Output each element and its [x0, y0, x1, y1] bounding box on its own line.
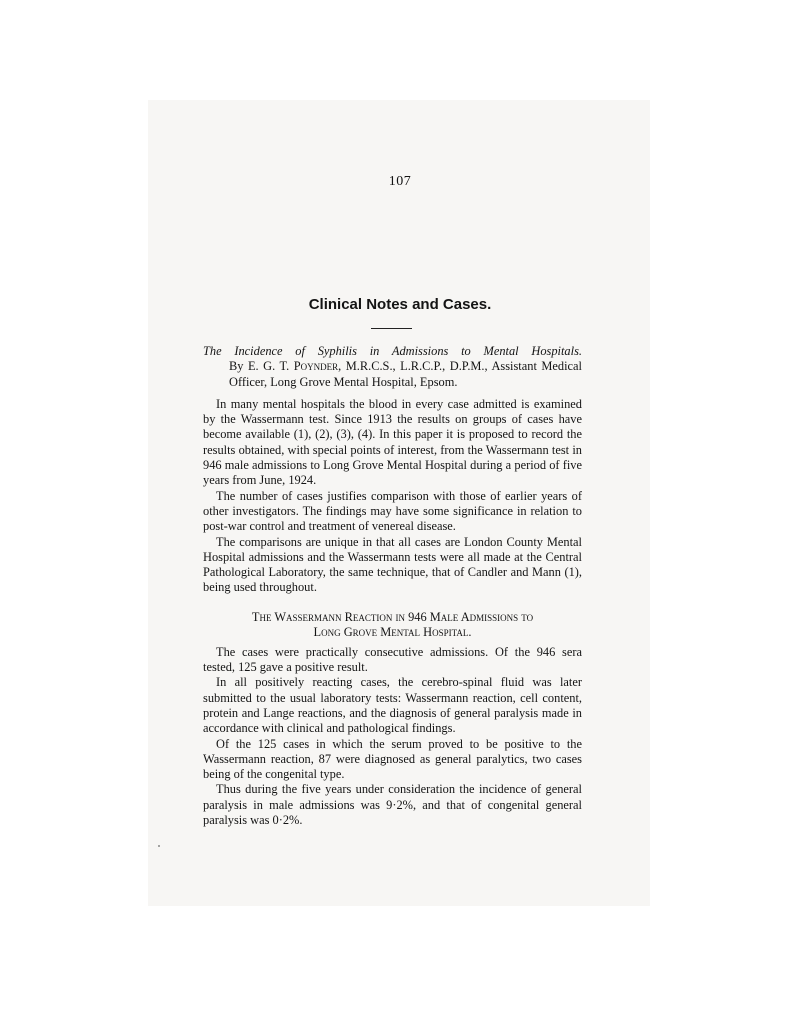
- results-paragraph: Of the 125 cases in which the serum proved to be positive to the Wassermann reaction, 87 were diagnosed as general paralytics, two cases being of the congenital type.: [203, 736, 582, 782]
- scan-speck: [158, 845, 160, 847]
- article-title: The Incidence of Syphilis in Admissions to Mental Hospitals.: [203, 344, 582, 358]
- article-byline: [229, 359, 582, 390]
- subheading-line: Long Grove Mental Hospital.: [313, 624, 472, 639]
- intro-paragraph: In many mental hospitals the blood in every case admitted is examined by the Wassermann test. Since 1913 the results on groups of cases have become available (1), (2), (3), (4). In this paper it is proposed to record the results obtained, with special points of interest, from the Wassermann test in 946 male admissions to Long Grove Mental Hospital during a period of five years from June, 1924.: [203, 396, 582, 488]
- author-surname: Poynder: [293, 359, 339, 374]
- intro-paragraph: The comparisons are unique in that all cases are London County Mental Hospital admissions and the Wassermann tests were all made at the Central Pathological Laboratory, the same technique, that of Candler and Mann (1), being used throughout.: [203, 534, 582, 595]
- results-subheading: [203, 610, 582, 640]
- section-heading: Clinical Notes and Cases.: [308, 296, 492, 313]
- subheading-line: The Wassermann Reaction in 946 Male Admissions to: [251, 609, 534, 624]
- article-body: [203, 344, 582, 828]
- heading-rule: [371, 328, 412, 329]
- byline-suffix: , M.R.C.S., L.R.C.P., D.P.M., Assistant Medical Officer, Long Grove Mental Hospital, Epsom.: [229, 359, 582, 389]
- intro-paragraph: The number of cases justifies comparison with those of earlier years of other investigators. The findings may have some significance in relation to post-war control and treatment of venereal disease.: [203, 488, 582, 534]
- page-number: 107: [388, 174, 412, 189]
- results-paragraph: Thus during the five years under consideration the incidence of general paralysis in male admissions was 9·2%, and that of congenital general paralysis was 0·2%.: [203, 782, 582, 828]
- byline-prefix: By E. G. T.: [229, 359, 294, 374]
- results-paragraph: The cases were practically consecutive admissions. Of the 946 sera tested, 125 gave a positive result.: [203, 644, 582, 675]
- results-paragraph: In all positively reacting cases, the cerebro-spinal fluid was later submitted to the usual laboratory tests: Wassermann reaction, cell content, protein and Lange reactions, and the diagnosis of general paralysis made in accordance with clinical and pathological findings.: [203, 675, 582, 736]
